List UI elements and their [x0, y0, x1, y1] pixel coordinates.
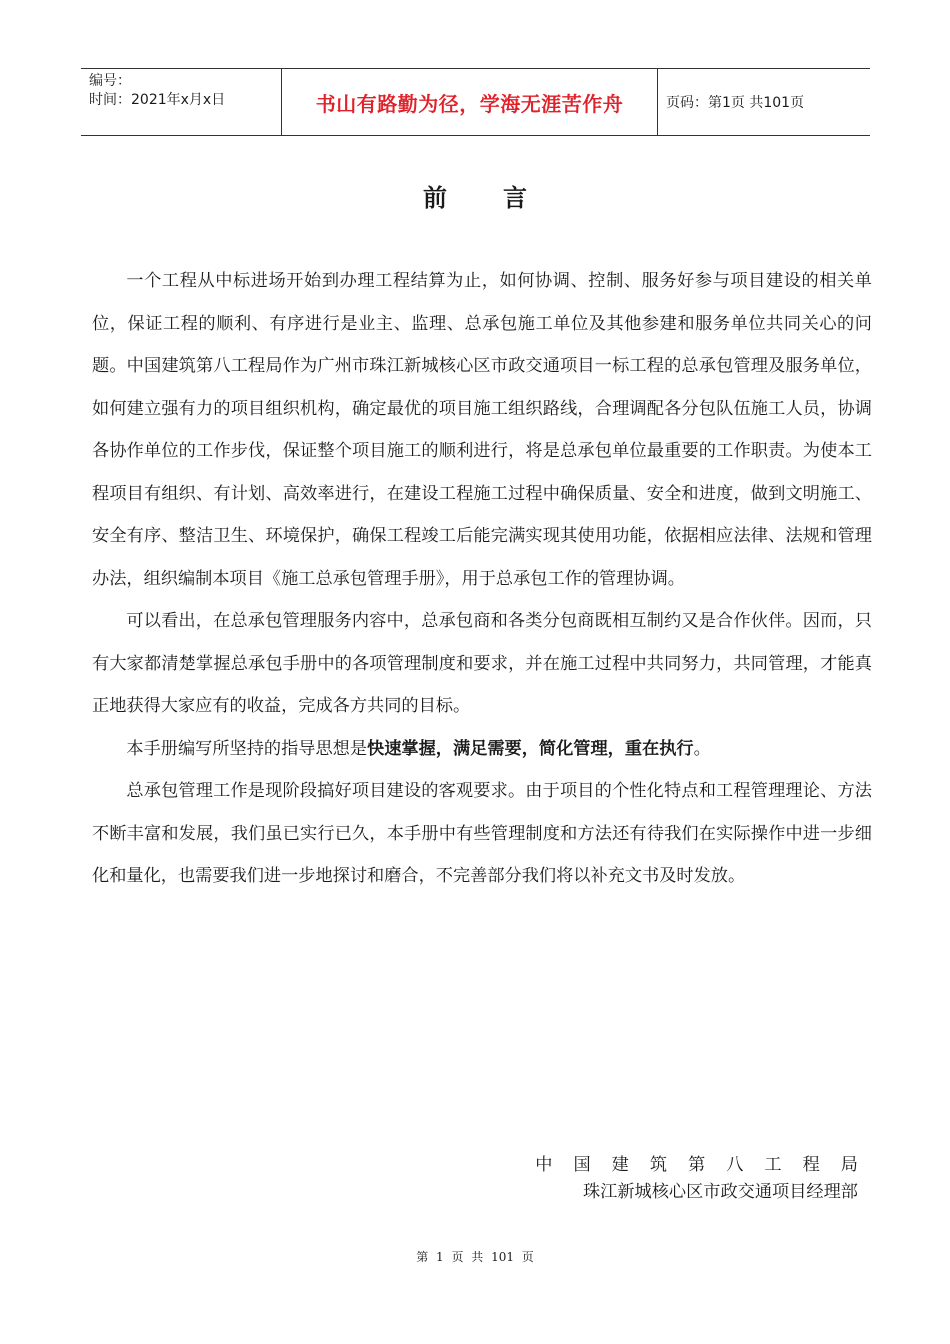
document-date: 时间：2021年x月x日 — [89, 92, 226, 108]
header-page-info: 页码：第1页 共101页 — [666, 95, 805, 111]
document-number-label: 编号： — [89, 73, 131, 89]
paragraph-1: 一个工程从中标进场开始到办理工程结算为止，如何协调、控制、服务好参与项目建设的相关单位，保证工程的顺利、有序进行是业主、监理、总承包施工单位及其他参建和服务单位共同关心的问题。中国建筑第八工程局作为广州市珠江新城核心区市政交通项目一标工程的总承包管理及服务单位，如何建立强有力的项目组织机构，确定最优的项目施工组织路线，合理调配各分包队伍施工人员，协调各协作单位的工作步伐，保证整个项目施工的顺利进行，将是总承包单位最重要的工作职责。为使本工程项目有组织、有计划、高效率进行，在建设工程施工过程中确保质量、安全和进度，做到文明施工、安全有序、整洁卫生、环境保护，确保工程竣工后能完满实现其使用功能，依据相应法律、法规和管理办法，组织编制本项目《施工总承包管理手册》，用于总承包工作的管理协调。 — [92, 271, 872, 589]
paragraph-4: 总承包管理工作是现阶段搞好项目建设的客观要求。由于项目的个性化特点和工程管理理论、方法不断丰富和发展，我们虽已实行已久，本手册中有些管理制度和方法还有待我们在实际操作中进一步细化和量化，也需要我们进一步地探讨和磨合，不完善部分我们将以补充文书及时发放。 — [92, 781, 872, 886]
paragraph-3-suffix: 。 — [693, 738, 711, 759]
page-title: 前言 — [423, 184, 583, 212]
guiding-principle: 快速掌握，满足需要，简化管理，重在执行 — [367, 738, 694, 759]
header-meta-cell — [81, 69, 282, 135]
page-footer: 第 1 页 共 101 页 — [416, 1250, 534, 1264]
signature-department: 珠江新城核心区市政交通项目经理部 — [582, 1182, 858, 1202]
header-motto: 书山有路勤为径，学海无涯苦作舟 — [282, 69, 658, 135]
paragraph-3-prefix: 本手册编写所坚持的指导思想是 — [126, 738, 368, 759]
signature-block — [535, 1152, 879, 1206]
signature-organization: 中国建筑第八工程局 — [535, 1155, 879, 1175]
document-body — [92, 260, 872, 898]
page-header — [81, 68, 870, 136]
paragraph-3 — [92, 728, 872, 771]
paragraph-2: 可以看出，在总承包管理服务内容中，总承包商和各类分包商既相互制约又是合作伙伴。因而，只有大家都清楚掌握总承包手册中的各项管理制度和要求，并在施工过程中共同努力，共同管理，才能真正地获得大家应有的收益，完成各方共同的目标。 — [92, 611, 872, 716]
